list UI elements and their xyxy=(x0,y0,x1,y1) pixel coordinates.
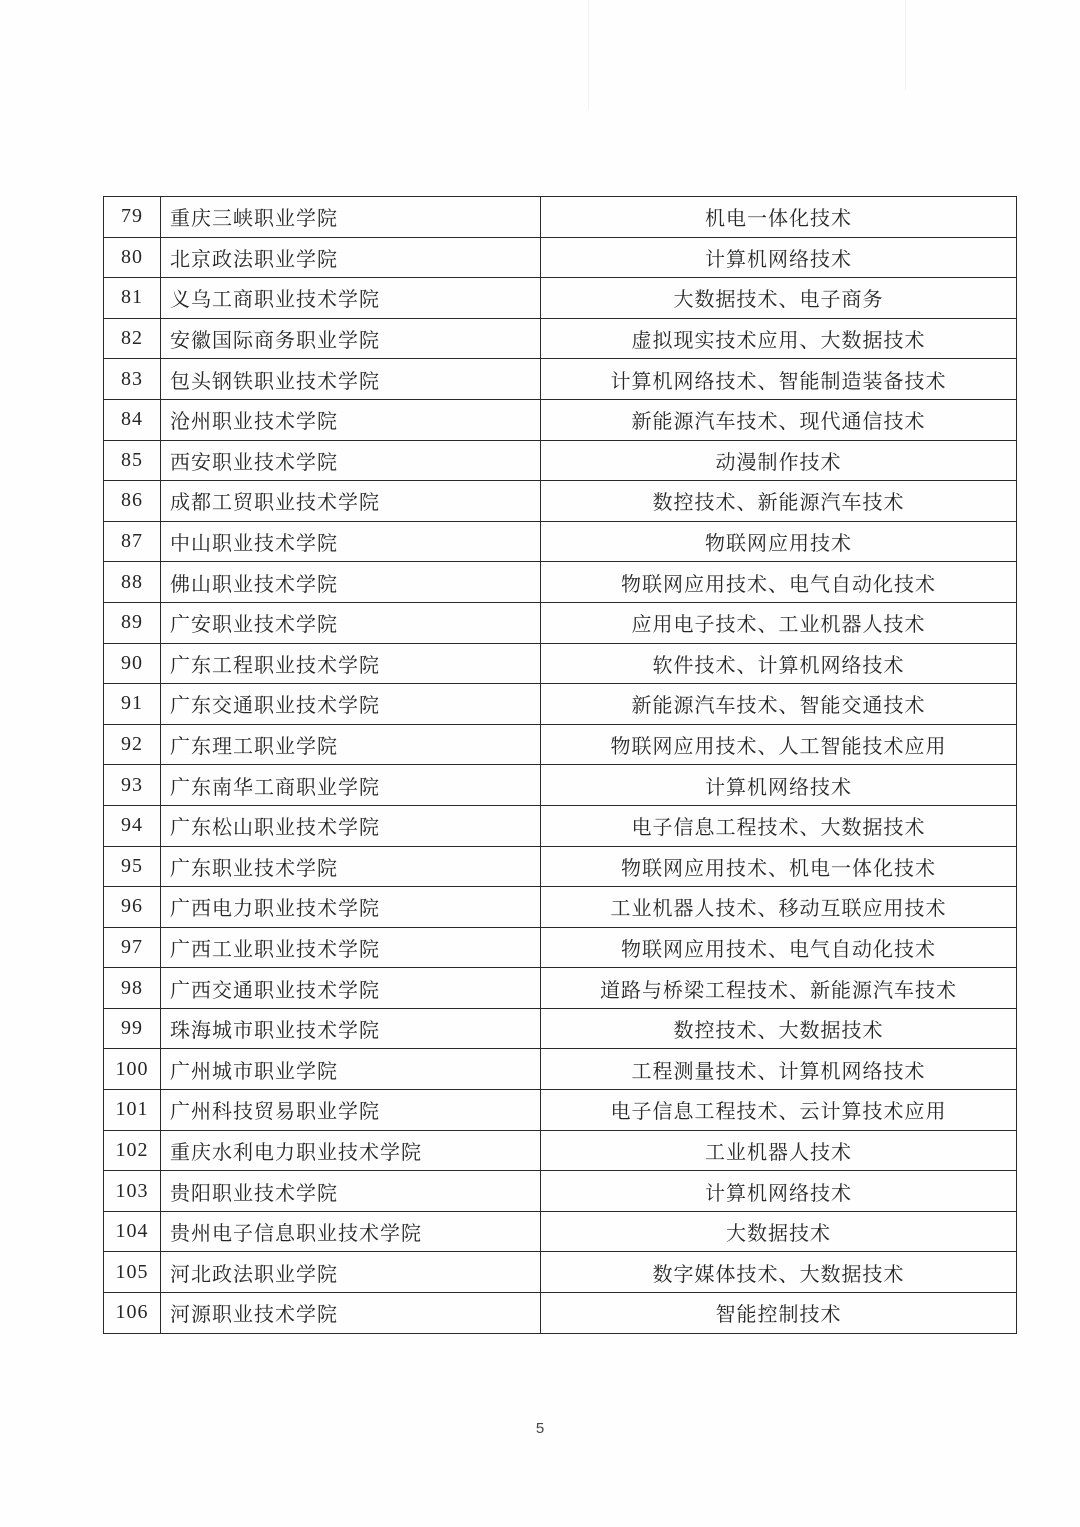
major-list: 软件技术、计算机网络技术 xyxy=(541,643,1017,684)
table-row xyxy=(104,765,1017,806)
school-name: 包头钢铁职业技术学院 xyxy=(161,359,541,400)
table-row xyxy=(104,724,1017,765)
table-row xyxy=(104,846,1017,887)
school-name: 河北政法职业学院 xyxy=(161,1252,541,1293)
row-number: 87 xyxy=(104,521,161,562)
school-name: 中山职业技术学院 xyxy=(161,521,541,562)
table-row xyxy=(104,602,1017,643)
row-number: 102 xyxy=(104,1130,161,1171)
row-number: 86 xyxy=(104,481,161,522)
row-number: 88 xyxy=(104,562,161,603)
school-name: 广州城市职业学院 xyxy=(161,1049,541,1090)
major-list: 计算机网络技术 xyxy=(541,1171,1017,1212)
major-list: 电子信息工程技术、大数据技术 xyxy=(541,805,1017,846)
row-number: 92 xyxy=(104,724,161,765)
school-major-table xyxy=(103,196,1017,1334)
table-row xyxy=(104,1293,1017,1334)
table-row xyxy=(104,1171,1017,1212)
table-row xyxy=(104,521,1017,562)
school-name: 广东南华工商职业学院 xyxy=(161,765,541,806)
school-name: 广西工业职业技术学院 xyxy=(161,927,541,968)
row-number: 83 xyxy=(104,359,161,400)
major-list: 应用电子技术、工业机器人技术 xyxy=(541,602,1017,643)
row-number: 106 xyxy=(104,1293,161,1334)
row-number: 105 xyxy=(104,1252,161,1293)
school-name: 广东工程职业技术学院 xyxy=(161,643,541,684)
table-row xyxy=(104,237,1017,278)
major-list: 物联网应用技术 xyxy=(541,521,1017,562)
school-name: 北京政法职业学院 xyxy=(161,237,541,278)
table-row xyxy=(104,887,1017,928)
major-list: 大数据技术、电子商务 xyxy=(541,278,1017,319)
row-number: 97 xyxy=(104,927,161,968)
major-list: 新能源汽车技术、现代通信技术 xyxy=(541,399,1017,440)
table-row xyxy=(104,805,1017,846)
row-number: 85 xyxy=(104,440,161,481)
school-name: 广东交通职业技术学院 xyxy=(161,684,541,725)
table-row xyxy=(104,1252,1017,1293)
major-list: 物联网应用技术、电气自动化技术 xyxy=(541,927,1017,968)
table-row xyxy=(104,278,1017,319)
table-row xyxy=(104,1090,1017,1131)
table-row xyxy=(104,197,1017,238)
row-number: 94 xyxy=(104,805,161,846)
table-row xyxy=(104,318,1017,359)
major-list: 计算机网络技术 xyxy=(541,765,1017,806)
table-row xyxy=(104,927,1017,968)
school-name: 广西电力职业技术学院 xyxy=(161,887,541,928)
major-list: 道路与桥梁工程技术、新能源汽车技术 xyxy=(541,968,1017,1009)
row-number: 82 xyxy=(104,318,161,359)
table-row xyxy=(104,1211,1017,1252)
school-name: 佛山职业技术学院 xyxy=(161,562,541,603)
school-name: 沧州职业技术学院 xyxy=(161,399,541,440)
row-number: 95 xyxy=(104,846,161,887)
school-name: 成都工贸职业技术学院 xyxy=(161,481,541,522)
table-row xyxy=(104,1049,1017,1090)
page-number: 5 xyxy=(535,1420,545,1437)
major-list: 计算机网络技术、智能制造装备技术 xyxy=(541,359,1017,400)
row-number: 90 xyxy=(104,643,161,684)
scan-artifact xyxy=(905,0,906,90)
school-name: 重庆水利电力职业技术学院 xyxy=(161,1130,541,1171)
row-number: 81 xyxy=(104,278,161,319)
major-list: 物联网应用技术、机电一体化技术 xyxy=(541,846,1017,887)
table-row xyxy=(104,440,1017,481)
major-list: 大数据技术 xyxy=(541,1211,1017,1252)
row-number: 101 xyxy=(104,1090,161,1131)
major-list: 计算机网络技术 xyxy=(541,237,1017,278)
major-list: 数控技术、新能源汽车技术 xyxy=(541,481,1017,522)
school-name: 广东理工职业学院 xyxy=(161,724,541,765)
table-row xyxy=(104,1008,1017,1049)
row-number: 104 xyxy=(104,1211,161,1252)
table-row xyxy=(104,359,1017,400)
major-list: 物联网应用技术、人工智能技术应用 xyxy=(541,724,1017,765)
major-list: 动漫制作技术 xyxy=(541,440,1017,481)
school-name: 西安职业技术学院 xyxy=(161,440,541,481)
school-name: 安徽国际商务职业学院 xyxy=(161,318,541,359)
row-number: 100 xyxy=(104,1049,161,1090)
major-list: 工业机器人技术 xyxy=(541,1130,1017,1171)
school-name: 广西交通职业技术学院 xyxy=(161,968,541,1009)
table-body xyxy=(104,197,1017,1334)
table-row xyxy=(104,968,1017,1009)
school-name: 贵州电子信息职业技术学院 xyxy=(161,1211,541,1252)
school-name: 广州科技贸易职业学院 xyxy=(161,1090,541,1131)
table-row xyxy=(104,643,1017,684)
major-list: 物联网应用技术、电气自动化技术 xyxy=(541,562,1017,603)
row-number: 99 xyxy=(104,1008,161,1049)
row-number: 98 xyxy=(104,968,161,1009)
major-list: 机电一体化技术 xyxy=(541,197,1017,238)
scan-artifact xyxy=(588,0,589,110)
school-name: 广东职业技术学院 xyxy=(161,846,541,887)
row-number: 84 xyxy=(104,399,161,440)
major-list: 数字媒体技术、大数据技术 xyxy=(541,1252,1017,1293)
table-row xyxy=(104,1130,1017,1171)
major-list: 数控技术、大数据技术 xyxy=(541,1008,1017,1049)
school-name: 河源职业技术学院 xyxy=(161,1293,541,1334)
row-number: 79 xyxy=(104,197,161,238)
school-name: 广安职业技术学院 xyxy=(161,602,541,643)
table xyxy=(103,196,1017,1334)
row-number: 96 xyxy=(104,887,161,928)
school-name: 珠海城市职业技术学院 xyxy=(161,1008,541,1049)
school-name: 义乌工商职业技术学院 xyxy=(161,278,541,319)
table-row xyxy=(104,684,1017,725)
major-list: 工程测量技术、计算机网络技术 xyxy=(541,1049,1017,1090)
school-name: 贵阳职业技术学院 xyxy=(161,1171,541,1212)
major-list: 电子信息工程技术、云计算技术应用 xyxy=(541,1090,1017,1131)
row-number: 103 xyxy=(104,1171,161,1212)
row-number: 91 xyxy=(104,684,161,725)
school-name: 重庆三峡职业学院 xyxy=(161,197,541,238)
major-list: 虚拟现实技术应用、大数据技术 xyxy=(541,318,1017,359)
row-number: 80 xyxy=(104,237,161,278)
row-number: 89 xyxy=(104,602,161,643)
major-list: 新能源汽车技术、智能交通技术 xyxy=(541,684,1017,725)
row-number: 93 xyxy=(104,765,161,806)
table-row xyxy=(104,399,1017,440)
major-list: 智能控制技术 xyxy=(541,1293,1017,1334)
major-list: 工业机器人技术、移动互联应用技术 xyxy=(541,887,1017,928)
school-name: 广东松山职业技术学院 xyxy=(161,805,541,846)
table-row xyxy=(104,481,1017,522)
table-row xyxy=(104,562,1017,603)
